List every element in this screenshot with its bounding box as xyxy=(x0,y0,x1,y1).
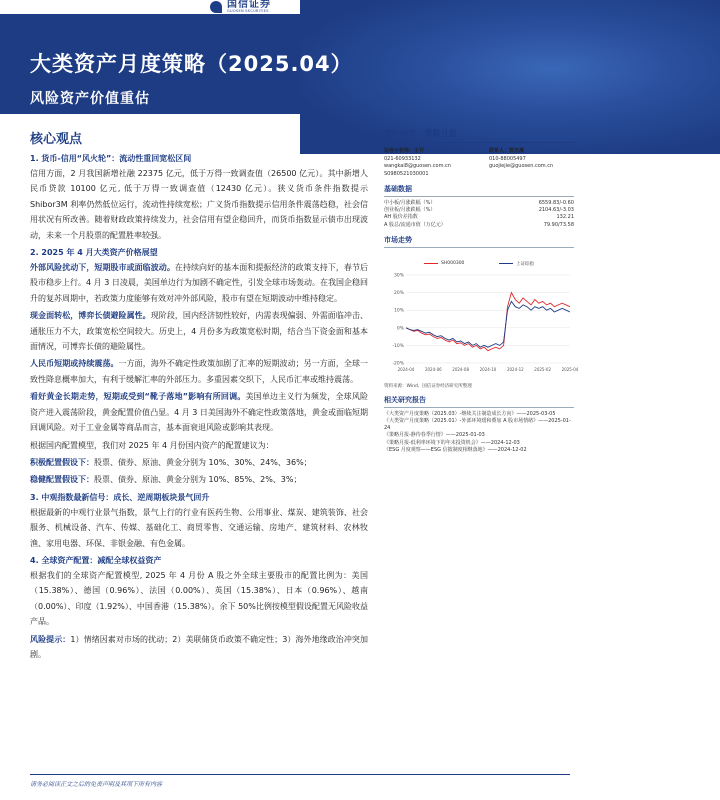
logo-cn: 国信证券 xyxy=(227,0,271,11)
series-line xyxy=(406,301,570,347)
title-banner xyxy=(0,14,600,114)
analyst-info xyxy=(384,148,574,178)
core-views-heading: 核心观点 xyxy=(30,132,83,147)
basic-data-title: 基础数据 xyxy=(384,184,574,197)
x-tick-label: 2024-08 xyxy=(452,366,470,372)
basic-data-table xyxy=(384,200,574,229)
fx-outlook: 人民币短期或持续震荡。一方面，海外不确定性政策加剧了汇率的短期波动；另一方面，全球一致性降息概率加大，有利于缓解汇率的外部压力。多重因素交织下，人民币汇率或维持震荡。 xyxy=(30,359,369,384)
chart-source: 资料来源：Wind、国信证券经济研究所整理 xyxy=(384,383,472,389)
analyst-1-license: S0980521030001 xyxy=(384,170,429,177)
report-item[interactable]: 《ESG 月度观察——ESG 信披制度相继落地》——2024-12-02 xyxy=(384,446,527,453)
conservative-allocation: 稳健配置假设下：股票、债券、原油、黄金分别为 10%、85%、2%、3%； xyxy=(30,475,302,485)
related-reports-title: 相关研究报告 xyxy=(384,395,574,408)
section-1-title: 1. 货币-信用“风火轮”：流动性重回宽松区间 xyxy=(30,154,192,163)
x-tick-label: 2024-12 xyxy=(506,366,524,372)
aggressive-allocation: 积极配置假设下：股票、债券、原油、黄金分别为 10%、30%、24%、36%； xyxy=(30,457,312,467)
section-3-title: 3. 中观指数最新信号：成长、逆周期板块景气回升 xyxy=(30,492,210,502)
analyst-2-email[interactable]: guojiejie@guosen.com.cn xyxy=(489,163,554,169)
report-item[interactable]: 《策略月报-静待春季行情》——2025-01-03 xyxy=(384,432,485,439)
section-2-title: 2. 2025 年 4 月大类资产价格展望 xyxy=(30,248,158,258)
y-tick-label: 0% xyxy=(396,326,404,332)
y-tick-label: 20% xyxy=(393,290,404,296)
trend-svg xyxy=(384,251,579,381)
analyst-2-name: 联系人：郭杰溪 xyxy=(489,148,525,154)
equity-outlook: 外部风险扰动下，短期股市或面临波动。在持续向好的基本面和提振经济的政策支持下，春节后股市稳步上行。4 月 3 日凌晨，美国单边行为加剧不确定性，引发全球市场轰动。在我国企稳回升的复苏周期中，若政策力度能够有效对冲外部风险，股市有望在短期波动中维持稳定。 xyxy=(30,263,369,303)
report-item[interactable]: 《大类资产月度策略（2025.03）-继续关注制造成长方向》——2025-03-05 xyxy=(384,410,556,417)
core-views-column xyxy=(30,128,368,662)
section-4-body: 根据我们的全球资产配置模型, 2025 年 4 月份 A 股之外全球主要股市的配置比例为：美国（15.38%）、德国（0.96%）、法国（0.00%）、英国（15.38%）、日本（0.96%）、越南（0.00%）、印度（1.92%）、中国香港（15.38%）。余下 50%比例按模型假设配置无风险收益产品。 xyxy=(30,570,368,627)
logo-en: GUOSEN SECURITIES xyxy=(227,9,269,14)
report-item[interactable]: 《策略月报-低利率环境下的年末投资机会》——2024-12-03 xyxy=(384,439,520,446)
stat-row: A 股总/流通市值（万亿元） 79.90/73.58 xyxy=(384,221,574,228)
report-title: 大类资产月度策略（2025.04） xyxy=(30,52,353,76)
sidebar-column xyxy=(384,128,579,454)
related-reports-list xyxy=(384,411,574,454)
allocation-intro: 根据国内配置模型，我们对 2025 年 4 月份国内资产的配置建议为： xyxy=(30,440,274,450)
section-1-body: 信用方面，2 月我国新增社融 22375 亿元，低于万得一致调查值（26500 亿元）。其中新增人民币贷款 10100 亿元, 低于万得一致调查值（12430 亿元）。狭义货币条件指数提示 Shibor3M 利率仍然低位运行，流动性持续宽松；广义货币指数提示信用条件震荡趋稳，社会信用状况有所改善。随着财政政策持续发力，社会信用有望企稳回升，而货币指数显示债市出现波动，未来一个月股票的配置胜率较强。 xyxy=(30,169,368,240)
section-4-title: 4. 全球资产配置：减配全球权益资产 xyxy=(30,555,162,565)
y-tick-label: 10% xyxy=(393,308,404,314)
logo-icon xyxy=(210,1,222,13)
analyst-1-name: 证券分析师：王开 xyxy=(384,148,425,154)
x-tick-label: 2025-02 xyxy=(534,366,552,372)
legend-sh000300: SH000300 xyxy=(424,261,464,266)
y-tick-label: -20% xyxy=(392,361,404,367)
company-logo xyxy=(210,0,271,14)
x-tick-label: 2024-10 xyxy=(479,366,497,372)
gold-outlook: 看好黄金长期走势，短期或受到“靴子落地”影响有所回调。美国单边主义行为频发，全球风险资产进入震荡阶段，黄金配置价值凸显。4 月 3 日美国海外不确定性政策落地，黄金或面临短期回调风险。对于工业金属等商品而言，基本面衰退风险或影响其表现。 xyxy=(30,392,369,433)
x-tick-label: 2024-06 xyxy=(424,366,442,372)
bond-outlook: 现金面转松，博弈长债避险属性。现阶段，国内经济韧性较好，内需表现偏弱、外需面临冲击、通胀压力不大，政策宽松空间较大。历史上，4 月份多为政策宽松时期，结合当下资金面和基本面情况，可博弈长债的避险属性。 xyxy=(30,311,368,352)
report-item[interactable]: 《大类资产月度策略（2025.01）-外部环境缓和叠加 A 股市场情绪》——2025-01-24 xyxy=(384,418,571,432)
y-tick-label: 30% xyxy=(393,273,404,279)
section-3-body: 根据最新的中观行业景气指数，景气上行的行业有医药生物、公用事业、煤炭、建筑装饰、社会服务、机械设备、汽车、传媒、基础化工、商贸零售、交通运输、房地产、建筑材料、农林牧渔、家用电器、环保、非银金融、有色金属。 xyxy=(30,507,368,548)
stat-row: AH 股价差指数 132.21 xyxy=(384,214,574,221)
legend-shcomp: 上证综指 xyxy=(499,261,534,267)
stat-row: 中小板/月涨跌幅（%） 6559.83/-0.60 xyxy=(384,200,574,206)
footer-disclaimer: 请务必阅读正文之后的免责声明及其项下所有内容 xyxy=(30,774,570,788)
market-trend-title: 市场走势 xyxy=(384,235,574,248)
series-line xyxy=(406,292,570,350)
y-tick-label: -10% xyxy=(392,343,404,349)
analyst-1-email[interactable]: wangkai8@guosen.com.cn xyxy=(384,163,451,169)
report-subtitle: 风险资产价值重估 xyxy=(30,91,150,107)
analyst-1-phone: 021-60933132 xyxy=(384,155,421,162)
x-tick-label: 2024-04 xyxy=(397,366,415,372)
x-tick-label: 2025-04 xyxy=(561,366,579,372)
risk-warning: 风险提示：1）情绪因素对市场的扰动；2）美联储货币政策不确定性；3）海外地缘政治冲突加剧。 xyxy=(30,634,368,659)
sidebar-header: 策略研究 · 策略月报 xyxy=(384,128,574,143)
market-trend-chart xyxy=(384,251,579,381)
stat-row: 创业板/月涨跌幅（%） 2104.63/-3.03 xyxy=(384,207,574,214)
analyst-2-phone: 010-88005497 xyxy=(489,155,526,162)
